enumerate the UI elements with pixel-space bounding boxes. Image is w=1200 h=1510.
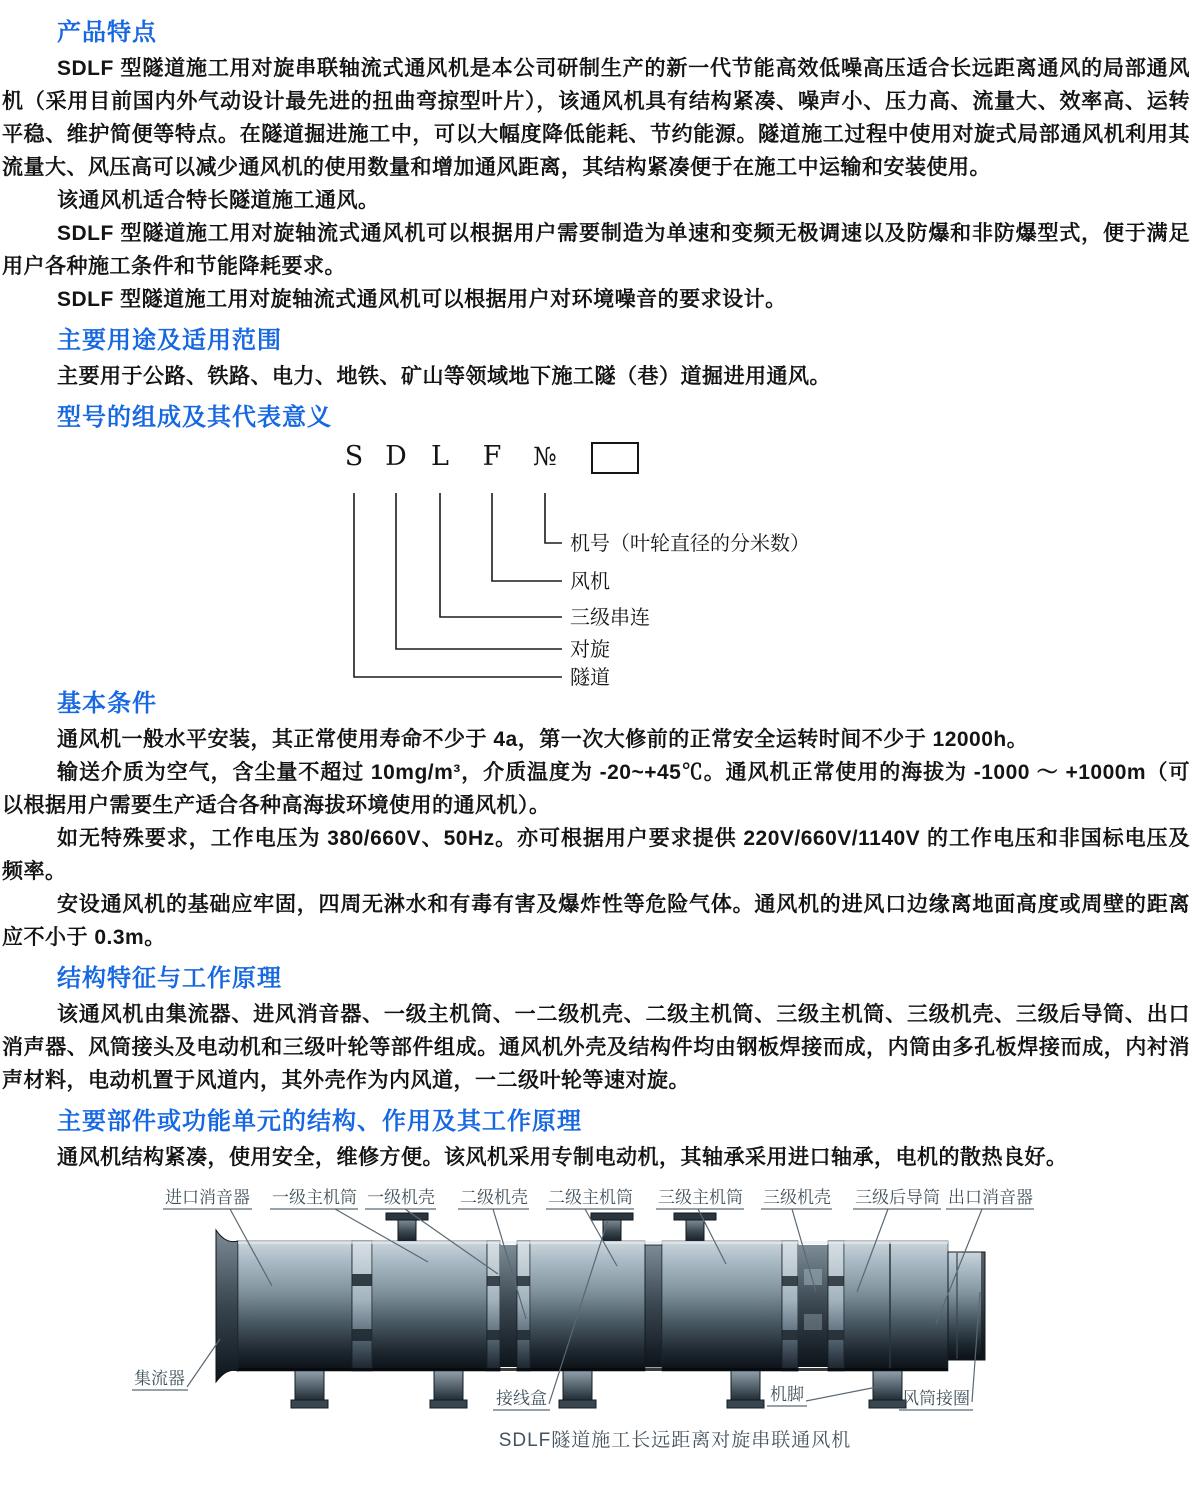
paragraph-conditions-4: 安设通风机的基础应牢固，四周无淋水和有毒有害及爆炸性等危险气体。通风机的进风口边缘离地面高度或周壁的距离应不小于 0.3m。 [2,893,1190,949]
model-letter-s: S [344,441,364,472]
inlet-bellmouth [216,1230,238,1382]
section-heading-structure-principle: 结构特征与工作原理 [57,965,282,992]
section-heading-product-features: 产品特点 [57,19,157,46]
section-heading-model-composition: 型号的组成及其代表意义 [57,404,332,431]
label-stage3-rear-guide: 三级后导筒 [855,1188,940,1207]
paragraph-features-1: SDLF 型隧道施工用对旋串联轴流式通风机是本公司研制生产的新一代节能高效低噪高压适合长远距离通风的局部通风机（采用目前国内外气动设计最先进的扭曲弯掠型叶片），该通风机具有结构紧凑、噪声小、压力高、流量大、效率高、运转平稳、维护简便等特点。在隧道掘进施工中，可以大幅度降低能耗、节约能源。隧道施工过程中使用对旋式局部通风机利用其流量大、风压高可以减少通风机的使用数量和增加通风距离，其结构紧凑便于在施工中运输和安装使用。 [2,57,1190,179]
paragraph-features-2: 该通风机适合特长隧道施工通风。 [57,189,380,212]
paragraph-conditions-1: 通风机一般水平安装，其正常使用寿命不少于 4a，第一次大修前的正常安全运转时间不少于 12000h。 [57,728,1029,751]
label-stage2-casing: 二级机壳 [460,1188,528,1207]
label-inlet-silencer: 进口消音器 [165,1188,250,1207]
label-stage1-main-barrel: 一级主机筒 [272,1188,357,1207]
stage3-casing [798,1245,828,1367]
model-code-diagram [2,437,1190,687]
model-label-fan: 风机 [570,571,610,593]
label-machine-foot: 机脚 [770,1385,804,1404]
label-stage1-casing: 一级机壳 [367,1188,435,1207]
model-letter-f: F [482,441,502,472]
label-duct-ring: 风筒接圈 [902,1389,970,1408]
paragraph-components-1: 通风机结构紧凑，使用安全，维修方便。该风机采用专制电动机，其轴承采用进口轴承，电机的散热良好。 [57,1146,1068,1169]
fan-top-labels [165,1188,1033,1207]
fan-assembly-svg [130,1174,1130,1474]
fan-figure-caption: SDLF隧道施工长远距离对旋串联通风机 [498,1430,852,1451]
model-label-fan-number: 机号（叶轮直径的分米数） [570,533,810,555]
stage1-casing [500,1245,517,1367]
fan-feet [291,1370,906,1408]
paragraph-features-4: SDLF 型隧道施工用对旋轴流式通风机可以根据用户对环境噪音的要求设计。 [57,288,787,311]
paragraph-conditions-2: 输送介质为空气，含尘量不超过 10mg/m³，介质温度为 -20~+45℃。通风机正常使用的海拔为 -1000 ～ +1000m（可以根据用户需要生产适合各种高海拔环境使用的通风机）。 [2,761,1190,817]
model-code-diagram-svg [2,437,1200,687]
label-outlet-silencer: 出口消音器 [948,1188,1033,1207]
outlet-silencer-segment [844,1241,948,1371]
paragraph-structure-1: 该通风机由集流器、进风消音器、一级主机筒、一二级机壳、二级主机筒、三级主机筒、三级机壳、三级后导筒、出口消声器、风筒接头及电动机和三级叶轮等部件组成。通风机外壳及结构件均由钢板焊接而成，内筒由多孔板焊接而成，内衬消声材料，电动机置于风道内，其外壳作为内风道，一二级叶轮等速对旋。 [2,1003,1190,1092]
label-stage3-main-barrel: 三级主机筒 [658,1188,743,1207]
model-letter-d: D [385,441,407,472]
section-heading-main-uses: 主要用途及适用范围 [57,327,282,354]
paragraph-features-3: SDLF 型隧道施工用对旋轴流式通风机可以根据用户需要制造为单速和变频无极调速以及防爆和非防爆型式，便于满足用户各种施工条件和节能降耗要求。 [2,222,1190,278]
stage2-main-barrel [530,1241,645,1371]
fan-bottom-labels [134,1369,970,1408]
label-junction-box: 接线盒 [496,1389,547,1408]
model-label-tunnel: 隧道 [570,667,610,687]
model-letter-no: № [533,442,557,471]
junction-boxes [386,1213,716,1244]
paragraph-uses-1: 主要用于公路、铁路、电力、地铁、矿山等领域地下施工隧（巷）道掘进用通风。 [57,365,831,388]
section-heading-basic-conditions: 基本条件 [57,690,157,717]
fan-assembly-figure [130,1174,1190,1474]
stage1-main-barrel [372,1241,487,1371]
stage2-casing [645,1245,662,1367]
stage3-main-barrel [662,1241,782,1371]
label-collector: 集流器 [134,1369,185,1388]
model-label-counter-rotating: 对旋 [570,639,610,661]
paragraph-conditions-3: 如无特殊要求，工作电压为 380/660V、50Hz。亦可根据用户要求提供 220V/660V/1140V 的工作电压和非国标电压及频率。 [2,827,1190,883]
model-letter-l: L [431,441,449,472]
inlet-silencer-segment [238,1241,352,1371]
section-heading-main-components: 主要部件或功能单元的结构、作用及其工作原理 [57,1108,582,1135]
model-leader-lines [354,493,562,677]
label-stage3-casing: 三级机壳 [763,1188,831,1207]
model-label-three-stage-series: 三级串连 [570,607,650,629]
model-number-box [592,443,638,473]
fan-body [216,1230,985,1382]
label-stage2-main-barrel: 二级主机筒 [548,1188,633,1207]
